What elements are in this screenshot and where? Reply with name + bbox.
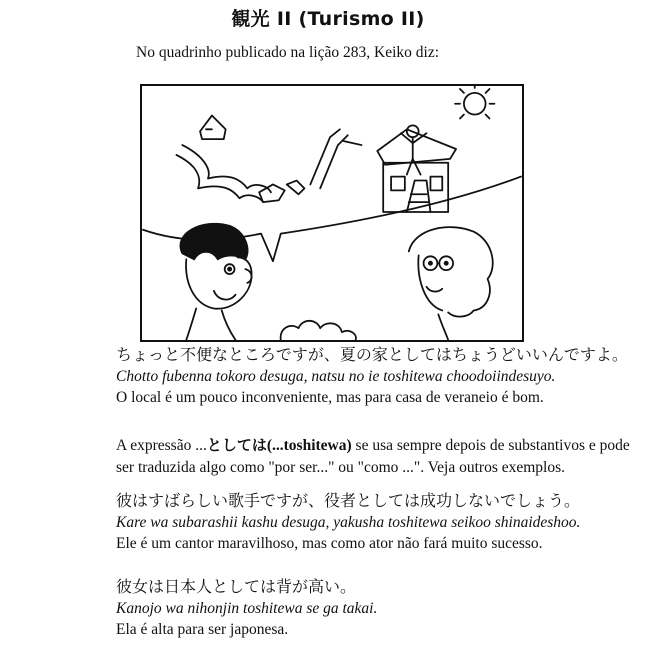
example-block-1 [116, 490, 646, 554]
explanation-before: A expressão ... [116, 437, 207, 454]
comic-panel [140, 84, 524, 342]
example-romaji: Kanojo wa nihonjin toshitewa se ga takai. [116, 600, 378, 617]
example-japanese: 彼女は日本人としては背が高い。 [116, 577, 357, 596]
explanation-particle: としては [206, 436, 267, 454]
explanation-line-1 [116, 434, 646, 457]
main-example [116, 344, 646, 408]
explanation-line-2: ser traduzida algo como "por ser..." ou "como ...". Veja outros exemplos. [116, 459, 566, 476]
example-japanese: 彼はすばらしい歌手ですが、役者としては成功しないでしょう。 [116, 491, 581, 510]
example-translation: Ele é um cantor maravilhoso, mas como ator não fará muito sucesso. [116, 535, 543, 552]
example-romaji: Kare wa subarashii kashu desuga, yakusha toshitewa seikoo shinaideshoo. [116, 514, 581, 531]
example-translation: Ela é alta para ser japonesa. [116, 621, 289, 638]
comic-illustration [142, 86, 522, 340]
intro-text: No quadrinho publicado na lição 283, Keiko diz: [136, 44, 440, 61]
sun-icon [455, 86, 494, 118]
explanation [116, 434, 646, 479]
page-title: 観光 II (Turismo II) [231, 8, 425, 30]
bushes [281, 321, 356, 340]
keiko-character [180, 224, 251, 340]
small-house-icon [200, 116, 226, 140]
explanation-particle-romaji: (...toshitewa) [266, 437, 352, 454]
example-japanese: ちょっと不便なところですが、夏の家としてはちょうどいいんですよ。 [116, 345, 628, 364]
summer-house-icon [377, 129, 456, 212]
example-romaji: Chotto fubenna tokoro desuga, natsu no ie toshitewa choodoiindesuyo. [116, 368, 556, 385]
explanation-after: se usa sempre depois de substantivos e pode [351, 437, 630, 454]
example-translation: O local é um pouco inconveniente, mas para casa de veraneio é bom. [116, 389, 544, 406]
older-woman-character [409, 227, 493, 340]
example-block-2 [116, 576, 646, 640]
